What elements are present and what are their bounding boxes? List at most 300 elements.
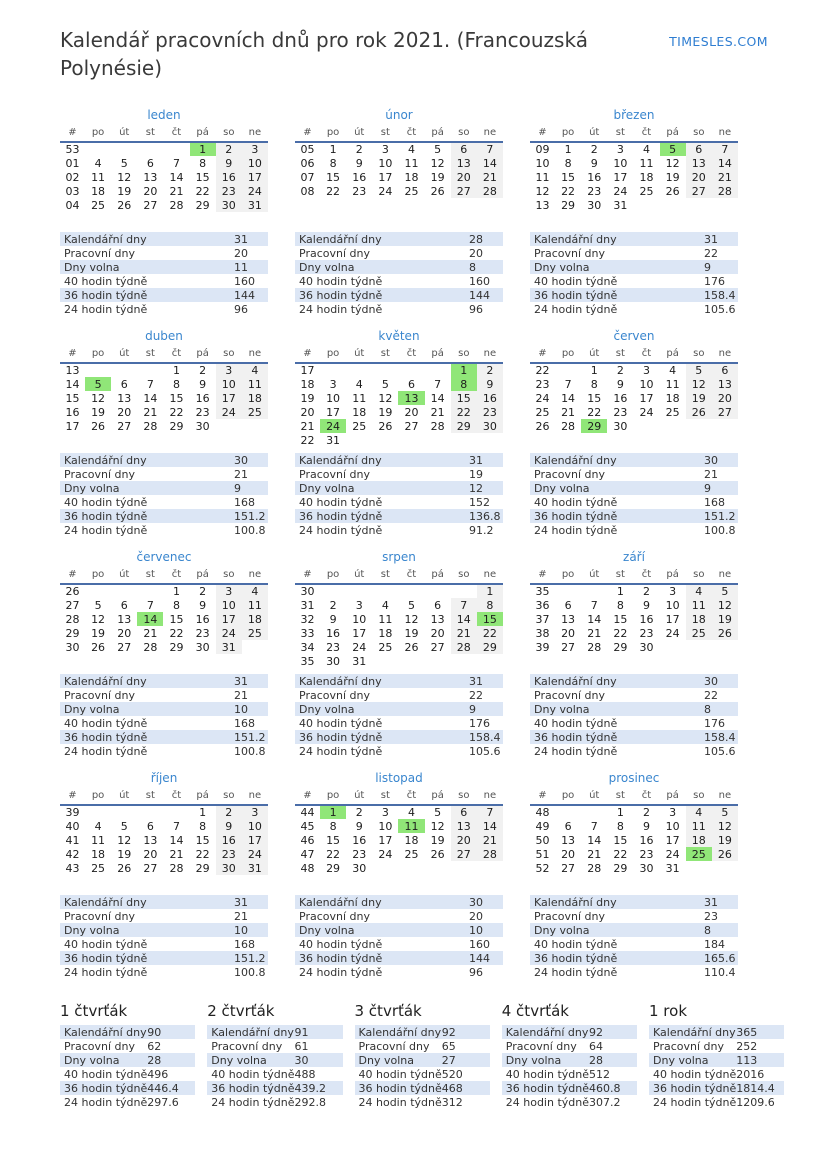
day-cell: 23 [216,184,242,198]
stats-value: 1209.6 [736,1095,775,1109]
day-cell: 27 [117,419,132,433]
stats-row [295,495,503,509]
day-cell: 26 [712,847,738,861]
day-cell [581,584,607,598]
day-cell: 14 [169,170,184,184]
stats-label: 36 hodin týdně [299,288,383,302]
weekday-header: # [530,567,555,584]
stats-label: Pracovní dny [64,909,135,923]
stats-row [295,246,503,260]
week-row [60,419,268,433]
week-row [60,626,268,640]
stats-label: 40 hodin týdně [64,1067,148,1081]
stats-value: 96 [234,302,248,316]
stats-value: 23 [704,909,718,923]
stats-label: Pracovní dny [534,688,605,702]
day-cell: 25 [91,198,106,212]
stats-value: 31 [469,674,483,688]
stats-row [530,937,738,951]
stats-row [502,1095,637,1109]
week-row [530,198,738,212]
stats-label: 24 hodin týdně [505,1095,589,1109]
weekday-header: so [451,788,477,805]
day-cell: 25 [378,640,393,654]
stats-value: 91.2 [469,523,494,537]
weekday-header: út [346,567,372,584]
week-number: 20 [300,405,315,419]
weekday-header: ne [242,125,268,142]
weekday-header: po [555,346,581,363]
stats-label: 40 hodin týdně [534,716,618,730]
day-cell: 18 [404,170,419,184]
day-cell [425,861,451,875]
stats-value: 22 [469,688,483,702]
stats-label: Pracovní dny [64,688,135,702]
day-cell: 19 [117,184,132,198]
week-number: 07 [300,170,315,184]
week-number: 45 [300,819,315,833]
day-cell: 28 [169,198,184,212]
day-cell: 8 [199,819,207,833]
weekday-header: st [372,125,398,142]
stats-row [60,274,268,288]
stats-label: Pracovní dny [534,909,605,923]
day-cell: 14 [477,819,503,833]
month-title: duben [145,329,183,343]
weekday-header: út [346,125,372,142]
weekday-header: po [320,346,346,363]
stats-value: 100.8 [234,523,266,537]
weekday-header: pá [425,788,451,805]
stats-label: Pracovní dny [299,467,370,481]
stats-value: 20 [469,246,483,260]
month-stats [530,674,738,758]
day-cell: 19 [430,170,445,184]
week-row [60,861,268,875]
day-cell: 11 [639,156,654,170]
week-number: 24 [535,391,550,405]
day-cell: 22 [169,626,184,640]
day-cell: 17 [242,170,268,184]
day-cell: 4 [686,584,712,598]
day-cell: 6 [120,377,128,391]
summary-stats [60,1025,195,1109]
stats-value: 496 [147,1067,169,1081]
stats-row [295,674,503,688]
stats-label: Kalendářní dny [299,232,382,246]
day-cell: 10 [242,819,268,833]
stats-label: Dny volna [505,1053,562,1067]
week-number: 01 [65,156,80,170]
month-table [60,125,268,212]
day-cell: 12 [91,612,106,626]
day-cell [163,805,189,819]
day-cell: 5 [407,598,415,612]
day-cell: 27 [143,861,158,875]
day-cell: 13 [143,170,158,184]
day-cell: 30 [216,861,242,875]
day-cell: 16 [639,833,654,847]
day-cell: 23 [216,847,242,861]
stats-row [207,1039,342,1053]
day-cell [85,584,111,598]
weekday-header: po [555,125,581,142]
stats-label: Dny volna [64,260,120,274]
day-cell [320,363,346,377]
week-number: 33 [300,626,315,640]
week-number: 32 [300,612,315,626]
stats-value: 96 [469,302,483,316]
summary-1 [60,1002,195,1109]
stats-label: 36 hodin týdně [534,730,618,744]
day-cell: 25 [242,405,268,419]
stats-row [207,1095,342,1109]
day-cell: 4 [669,364,677,377]
week-row [60,612,268,626]
stats-value: 512 [589,1067,610,1081]
stats-row [295,274,503,288]
day-cell: 19 [404,626,419,640]
day-cell: 4 [407,806,415,819]
week-row [295,170,503,184]
weekday-header: čt [633,346,659,363]
stats-value: 144 [234,288,255,302]
day-cell: 15 [195,833,210,847]
stats-label: Kalendářní dny [534,453,617,467]
stats-value: 168 [234,716,255,730]
day-cell: 9 [216,156,242,170]
week-number: 38 [535,626,550,640]
day-cell: 2 [216,142,242,156]
stats-value: 160 [469,937,490,951]
stats-value: 61 [294,1039,309,1053]
week-number: 22 [535,364,550,377]
month-10 [60,771,268,979]
day-cell: 22 [477,626,503,640]
weekday-header: pá [660,567,686,584]
day-cell: 1 [564,143,572,156]
week-number: 48 [300,861,315,875]
day-cell: 21 [712,170,738,184]
day-cell: 8 [329,156,337,170]
stats-row [60,674,268,688]
stats-row [295,467,503,481]
stats-value: 30 [704,453,718,467]
stats-label: 24 hodin týdně [299,302,383,316]
stats-row [530,260,738,274]
stats-row [60,1067,195,1081]
day-cell: 20 [143,184,158,198]
day-cell: 2 [216,805,242,819]
holiday-day-cell: 25 [686,847,712,861]
stats-label: 24 hodin týdně [64,965,148,979]
stats-value: 365 [736,1025,758,1039]
day-cell: 20 [451,170,477,184]
month-table [60,788,268,875]
week-number: 17 [65,419,80,433]
day-cell: 21 [430,405,445,419]
day-cell: 25 [665,405,680,419]
day-cell: 17 [216,612,242,626]
weekday-header: # [60,125,85,142]
month-11 [295,771,503,979]
weekday-header: so [216,125,242,142]
week-number: 09 [535,143,550,156]
day-cell: 30 [216,198,242,212]
day-cell: 3 [216,363,242,377]
stats-value: 21 [704,467,718,481]
day-cell: 14 [451,612,477,626]
day-cell: 3 [242,805,268,819]
month-table [530,788,738,875]
day-cell: 20 [712,391,738,405]
day-cell [111,805,137,819]
day-cell: 23 [639,626,654,640]
stats-value: 28 [469,232,483,246]
stats-label: Pracovní dny [211,1039,283,1053]
day-cell: 11 [91,170,106,184]
week-row [530,142,738,156]
weekday-header: po [85,788,111,805]
day-cell: 13 [117,391,132,405]
day-cell [425,363,451,377]
month-title: prosinec [608,771,660,785]
weekday-header: pá [425,125,451,142]
weekday-header: čt [633,125,659,142]
weekday-header: st [137,567,163,584]
week-number: 02 [65,170,80,184]
stats-label: Dny volna [299,260,355,274]
day-cell: 20 [404,405,419,419]
weekday-header: so [686,125,712,142]
week-number: 39 [535,640,550,654]
day-cell: 4 [242,363,268,377]
stats-row [649,1025,784,1039]
day-cell: 2 [199,585,207,598]
stats-label: Dny volna [64,481,120,495]
weekday-header-row [530,346,738,363]
stats-label: Pracovní dny [64,246,135,260]
day-cell: 22 [195,847,210,861]
day-cell: 6 [434,598,442,612]
day-cell: 17 [216,391,242,405]
day-cell: 28 [587,640,602,654]
day-cell: 16 [195,612,210,626]
month-title: únor [385,108,413,122]
month-1 [60,108,268,316]
stats-row [295,923,503,937]
day-cell: 4 [355,377,363,391]
stats-row [60,702,268,716]
day-cell: 31 [326,433,341,447]
day-cell: 5 [381,377,389,391]
stats-label: 40 hodin týdně [299,716,383,730]
stats-row [530,951,738,965]
stats-row [530,467,738,481]
month-stats [60,674,268,758]
day-cell: 2 [642,806,650,819]
day-cell: 11 [378,612,393,626]
week-number: 12 [535,184,550,198]
stats-value: 439.2 [294,1081,326,1095]
weekday-header: po [320,125,346,142]
stats-value: 468 [441,1081,463,1095]
day-cell: 10 [352,612,367,626]
day-cell: 12 [378,391,393,405]
week-row [295,142,503,156]
day-cell [633,419,659,433]
stats-row [530,495,738,509]
day-cell [137,363,163,377]
weekday-header-row [60,346,268,363]
stats-row [530,909,738,923]
stats-label: 36 hodin týdně [299,509,383,523]
day-cell: 28 [143,419,158,433]
week-row [295,612,503,626]
day-cell: 24 [216,626,242,640]
stats-value: 22 [704,246,718,260]
weekday-header: po [85,567,111,584]
week-number: 17 [300,364,315,377]
stats-row [295,965,503,979]
week-row [530,598,738,612]
week-row [60,363,268,377]
stats-label: 36 hodin týdně [534,288,618,302]
day-cell: 11 [686,819,712,833]
stats-value: 9 [469,702,476,716]
day-cell: 7 [712,142,738,156]
stats-value: 160 [234,274,255,288]
day-cell: 16 [477,391,503,405]
stats-value: 158.4 [704,288,736,302]
site-link[interactable]: TIMESLES.COM [669,34,768,49]
day-cell: 7 [451,598,477,612]
day-cell: 6 [146,156,154,170]
day-cell: 11 [91,833,106,847]
stats-label: 40 hodin týdně [534,495,618,509]
day-cell: 23 [477,405,503,419]
day-cell: 26 [430,184,445,198]
stats-value: 90 [147,1025,162,1039]
day-cell: 20 [117,626,132,640]
week-row [295,391,503,405]
week-number: 52 [535,861,550,875]
day-cell [477,433,503,447]
stats-value: 446.4 [147,1081,179,1095]
stats-value: 92 [589,1025,603,1039]
weekday-header: pá [190,567,216,584]
month-table [295,567,503,668]
weekday-header: # [295,567,320,584]
stats-value: 30 [234,453,248,467]
weekday-header: pá [190,788,216,805]
day-cell: 1 [590,364,598,377]
day-cell: 9 [355,819,363,833]
week-row [60,833,268,847]
week-row [530,861,738,875]
day-cell: 29 [169,640,184,654]
weekday-header: po [555,567,581,584]
day-cell: 30 [477,419,503,433]
stats-value: 10 [234,923,248,937]
day-cell: 20 [430,626,445,640]
week-number: 53 [65,143,80,156]
week-number: 15 [65,391,80,405]
day-cell: 8 [329,819,337,833]
week-row [295,654,503,668]
week-row [530,170,738,184]
day-cell: 11 [404,156,419,170]
week-row [295,640,503,654]
weekday-header: st [137,125,163,142]
stats-row [60,688,268,702]
weekday-header: st [137,788,163,805]
stats-label: 40 hodin týdně [299,274,383,288]
day-cell [686,419,712,433]
day-cell: 3 [329,377,337,391]
stats-value: 8 [469,260,476,274]
stats-value: 312 [441,1095,463,1109]
weekday-header: čt [398,567,424,584]
stats-row [60,481,268,495]
stats-label: Kalendářní dny [299,674,382,688]
day-cell [137,805,163,819]
weekday-header-row [530,788,738,805]
day-cell: 24 [613,184,628,198]
stats-value: 520 [441,1067,463,1081]
day-cell [555,805,581,819]
weekday-header: # [60,567,85,584]
week-number: 04 [65,198,80,212]
stats-row [295,302,503,316]
day-cell: 14 [712,156,738,170]
holiday-day-cell: 24 [320,419,346,433]
week-number: 22 [300,433,315,447]
stats-label: 24 hodin týdně [358,1095,442,1109]
weekday-header-row [295,125,503,142]
day-cell: 4 [686,805,712,819]
weekday-header-row [295,346,503,363]
month-calendar [60,329,268,453]
day-cell: 27 [686,184,712,198]
stats-label: 40 hodin týdně [211,1067,295,1081]
month-calendar [60,108,268,232]
day-cell: 4 [94,819,102,833]
weekday-header-row [295,788,503,805]
stats-value: 1814.4 [736,1081,775,1095]
stats-label: Dny volna [653,1053,709,1067]
day-cell: 3 [355,598,363,612]
stats-row [530,702,738,716]
day-cell: 28 [712,184,738,198]
week-number: 03 [65,184,80,198]
weekday-header: # [295,346,320,363]
week-row [295,861,503,875]
stats-label: 36 hodin týdně [534,951,618,965]
day-cell: 10 [665,819,680,833]
weekday-header: čt [398,125,424,142]
day-cell: 18 [378,626,393,640]
week-number: 23 [535,377,550,391]
weekday-header: so [216,788,242,805]
weekday-header: čt [163,346,189,363]
stats-row [60,495,268,509]
day-cell: 30 [352,861,367,875]
month-title: leden [147,108,181,122]
day-cell: 30 [326,654,341,668]
day-cell: 24 [352,640,367,654]
week-row [295,433,503,447]
